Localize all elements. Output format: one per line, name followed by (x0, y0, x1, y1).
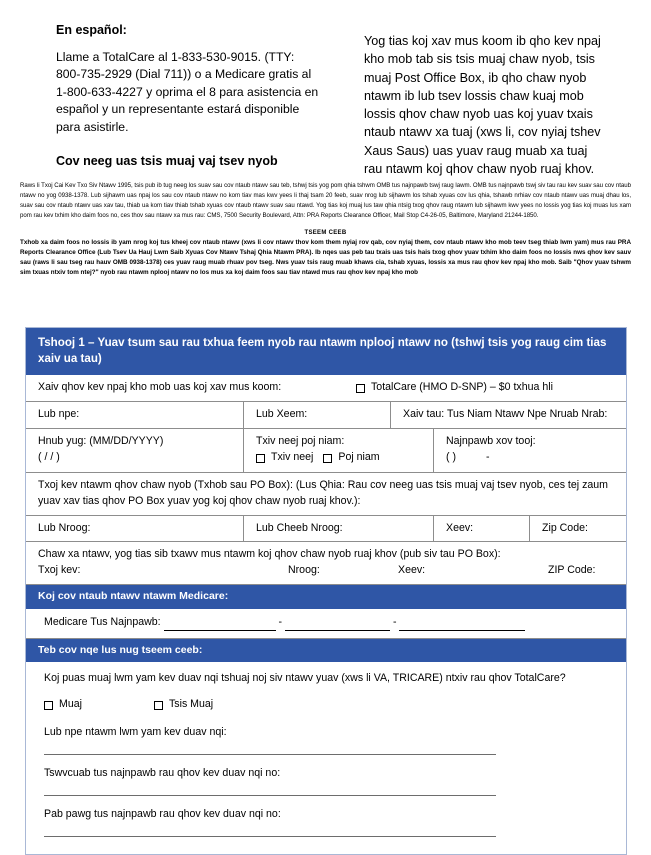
spanish-body-text: Llame a TotalCare al 1-833-530-9015. (TTY: 800-735-2929 (Dial 711)) o a Medicare gratis al 1-800-633-4227 y oprima el 8 para asistencia en español y un representante estará disponible para asistirle. (56, 49, 319, 134)
question-1-options (44, 697, 614, 713)
mailing-zip-label: ZIP Code: (548, 564, 596, 577)
medicare-number-row[interactable] (26, 609, 626, 639)
phone-number-template (446, 450, 616, 466)
sex-options (256, 450, 423, 466)
medicare-number-input-part-3[interactable] (399, 619, 525, 631)
first-name-label: Lub npe: (38, 407, 80, 420)
plan-selection-label: Xaiv qhov kev npaj kho mob uas koj xav mus koom: (38, 380, 282, 393)
right-column (322, 22, 607, 179)
checkbox-icon[interactable] (356, 384, 365, 393)
checkbox-icon[interactable] (44, 701, 53, 710)
phone-number-label: Najnpawb xov tooj: (446, 434, 536, 447)
medicare-number-input-part-1[interactable] (164, 619, 276, 631)
zip-field[interactable] (530, 516, 626, 542)
middle-initial-label: Xaiv tau: Tus Niam Ntawv Npe Nruab Nrab: (403, 407, 608, 420)
date-of-birth-template: ( / / ) (38, 450, 60, 463)
phone-paren-group: ( ) (446, 450, 456, 463)
coverage-group-number-input[interactable] (44, 835, 496, 837)
spanish-heading: En español: (56, 23, 127, 37)
medicare-dash-1: - (278, 615, 283, 628)
last-name-field[interactable] (244, 402, 391, 428)
plan-selection-row (26, 375, 626, 402)
mailing-address-row[interactable] (26, 542, 626, 585)
street-address-row[interactable] (26, 473, 626, 516)
last-name-label: Lub Xeem: (256, 407, 308, 420)
left-column (22, 22, 322, 179)
city-field[interactable] (26, 516, 244, 542)
tseem-ceeb-notice: Txhob xa daim foos no lossis ib yam nrog koj tus kheej cov ntaub ntawv (xws li cov ntawv thov kom them nyiaj rov qab, cov nyiaj them, cov ntaub ntawv kho mob teev tseg thiab lwm yam) mus rau PRA Reports Clearance Office (Lub Tsev Ua Hauj Lwm Saib Xyuas Cov Ntawv Tshaj Qhia Ntawm PRA). Ib nqes uas peb tau txais uas tsis hais txog qhov yuav txhim kho daim foos no lossis nws qhov kev sauv sau (raws li sau tseg rau hauv OMB 0938-1378) ces yuav raug muab rhuav pov tseg. Nws yuav tsis raug muab khaws cia, tshab xyuas, lossis xa mus rau qhov kev npaj kho mob. Saib "Qhov yuav tshwm sim txuas ntxiv tom ntej?" nyob rau ntawm nplooj ntawv no los mus xa koj daim foos sau tiav ntawd mus rau qhov kev npaj kho mob (20, 238, 631, 277)
important-questions-block (26, 662, 626, 853)
mailing-address-cell (26, 542, 626, 584)
sex-female-label: Poj niam (338, 450, 380, 463)
medicare-number-cell (26, 609, 626, 638)
first-name-field[interactable] (26, 402, 244, 428)
homeless-body-text: Yog tias koj xav mus koom ib qho kev npaj kho mob tab sis tsis muaj chaw nyob, tsis muaj Post Office Box, ib qho chaw nyob ntawm ib lub tsev lossis chaw kuaj mob lossis qhov chaw nyob uas koj yuav txais ntaub ntawv xa tuaj (xws li, cov nyiaj tshev Xaus Saus) uas yuav raug muab xa tuaj rau ntawm koj qhov chaw nyob ruaj khov. (364, 34, 601, 176)
coverage-member-number-label: Tswvcuab tus najnpawb rau qhov kev duav nqi no: (44, 766, 281, 779)
phone-dash: - (486, 450, 490, 463)
mailing-address-label: Chaw xa ntawv, yog tias sib txawv mus ntawm koj qhov chaw nyob ruaj khov (pub siv tau PO Box): (38, 548, 501, 561)
question-1-yes-label: Muaj (59, 697, 82, 710)
question-1-text: Koj puas muaj lwm yam kev duav nqi tshuaj noj siv ntawv yuav (xws li VA, TRICARE) ntxiv rau qhov TotalCare? (44, 672, 566, 685)
coverage-name-label: Lub npe ntawm lwm yam kev duav nqi: (44, 725, 227, 738)
sex-male-label: Txiv neej (271, 450, 314, 463)
mailing-address-subfields (38, 563, 616, 579)
question-1-no-label: Tsis Muaj (169, 697, 214, 710)
city-county-state-zip-row (26, 516, 626, 543)
medicare-dash-2: - (392, 615, 397, 628)
important-questions-band: Teb cov nqe lus nug tseem ceeb: (26, 639, 626, 662)
sex-label: Txiv neej poj niam: (256, 434, 345, 447)
coverage-member-number-input[interactable] (44, 794, 496, 796)
checkbox-icon[interactable] (323, 454, 332, 463)
county-field[interactable] (244, 516, 434, 542)
question-1-yes-option[interactable] (44, 697, 154, 713)
name-row (26, 402, 626, 429)
medicare-number-input-part-2[interactable] (285, 619, 390, 631)
checkbox-icon[interactable] (154, 701, 163, 710)
homeless-heading: Cov neeg uas tsis muaj vaj tsev nyob (56, 153, 278, 168)
state-field[interactable] (434, 516, 530, 542)
section-1-title-band: Tshooj 1 – Yuav tsum sau rau txhua feem nyob rau ntawm nplooj ntawv no (tshwj tsis yog raug cim tias xaiv ua tau) (26, 328, 626, 375)
medicare-number-label: Medicare Tus Najnpawb: (44, 615, 161, 628)
phone-number-field[interactable] (434, 429, 626, 472)
middle-initial-field[interactable] (391, 402, 626, 428)
sex-field (244, 429, 434, 472)
plan-option-label: TotalCare (HMO D-SNP) – $0 txhua hli (371, 380, 553, 393)
tseem-ceeb-heading: TSEEM CEEB (304, 229, 347, 236)
date-of-birth-label: Hnub yug: (MM/DD/YYYY) (38, 434, 164, 447)
fineprint-section (0, 179, 651, 278)
dob-sex-phone-row (26, 429, 626, 473)
date-of-birth-field[interactable] (26, 429, 244, 472)
question-1-no-option[interactable] (154, 697, 213, 713)
coverage-group-number-label: Pab pawg tus najnpawb rau qhov kev duav nqi no: (44, 807, 281, 820)
mailing-state-label: Xeev: (398, 564, 426, 577)
city-label: Lub Nroog: (38, 521, 91, 534)
paperwork-reduction-act-notice: Raws li Txoj Cai Kev Txo Siv Ntawv 1995, tsis pub ib tug neeg los suav sau cov ntaub ntawv sau teb, tshwj tsis yog pom qhia tshwm OMB tus najnpawb tswj raug lawm. OMB tus najnpawb tswj siv tau rau kev suav sau cov ntaub ntawv no yog 0938-1378. Lub sijhawm uas npaj los sau cov ntaub ntawv no kom tiav mas kwv yees li thaj tsam 20 feeb, suav nrog lub sijhawm los tshab xyuas cov lus qhia, tshawb nrhiav cov ntaub ntawv uas muaj dhau los, suav sau cov ntaub ntawv uas xav tau, thiab ua kom tiav thiab tshab xyuas cov ntaub ntawv suav sau ntawd. Yog tias koj muaj lus taw qhia ntsig txog qhov raug ntawm lub sijhawm kwv yees no lossis yog tias koj muas lus xam pom rau kev txhim kho daim foos no, ces thov sau ntawv xa mus rau: CMS, 7500 Security Boulevard, Attn: PRA Reports Clearance Officer, Mail Stop C4-26-05, Baltimore, Maryland 21244-1850. (20, 182, 631, 219)
state-label: Xeev: (446, 521, 474, 534)
mailing-street-label: Txoj kev: (38, 564, 81, 577)
top-columns (0, 0, 651, 179)
coverage-name-input[interactable] (44, 753, 496, 755)
street-address-label: Txoj kev ntawm qhov chaw nyob (Txhob sau PO Box): (Lus Qhia: Rau cov neeg uas tsis muaj vaj tsev nyob, ces tej zaum yuav xav tias qhov PO Box yuav yog koj qhov chaw nyob ruaj khov.): (38, 478, 608, 507)
medicare-information-band: Koj cov ntaub ntawv ntawm Medicare: (26, 585, 626, 608)
enrollment-form-section-1 (25, 327, 627, 855)
county-label: Lub Cheeb Nroog: (256, 521, 343, 534)
mailing-city-label: Nroog: (288, 564, 320, 577)
plan-option-totalcare[interactable] (348, 375, 626, 401)
checkbox-icon[interactable] (256, 454, 265, 463)
zip-label: Zip Code: (542, 521, 588, 534)
